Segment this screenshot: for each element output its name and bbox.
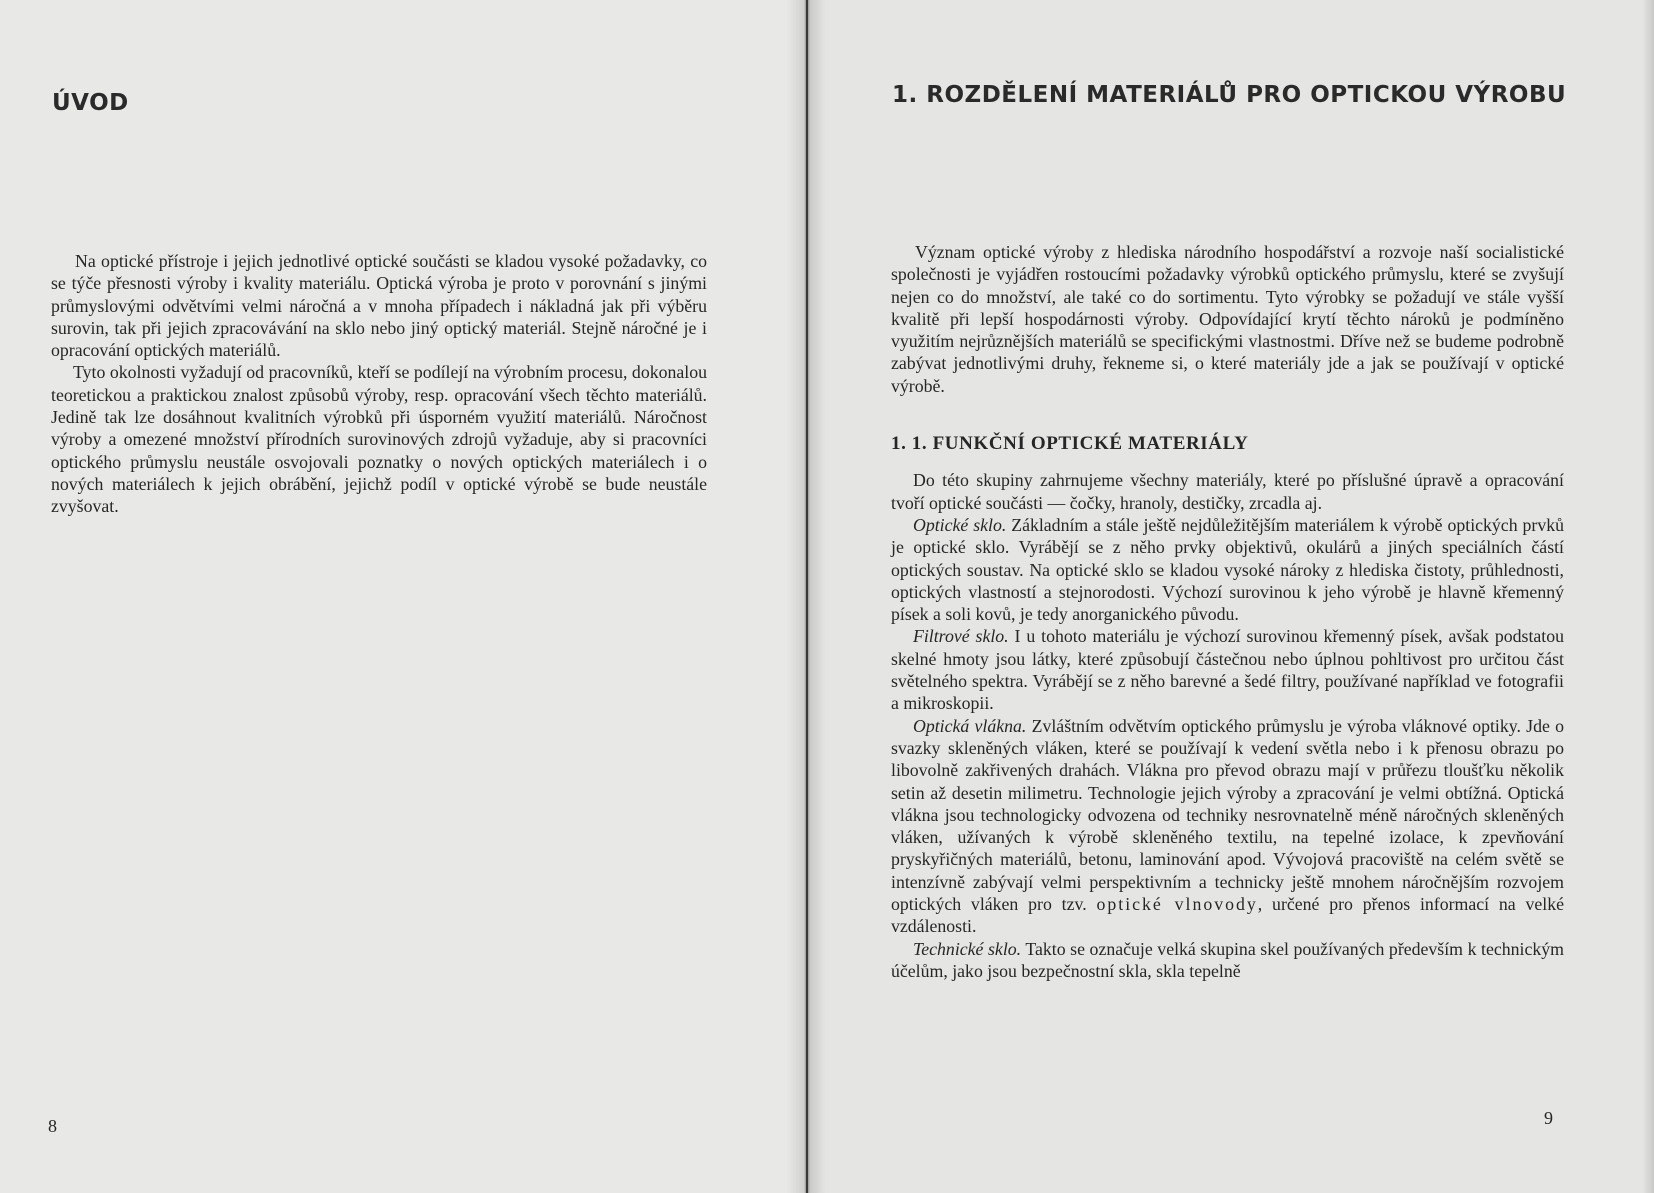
item-text: , určené pro přenos informací na velké vzdálenosti. — [891, 894, 1564, 937]
right-body-text — [891, 241, 1564, 982]
item-paragraph-optical-glass — [891, 514, 1564, 625]
item-term: Filtrové sklo. — [913, 626, 1009, 647]
right-page — [808, 0, 1654, 1193]
left-body-text — [51, 250, 707, 518]
intro-paragraph: Význam optické výroby z hlediska národního hospodářství a rozvoje naší socialistické společnosti je vyjádřen rostoucími požadavky výrobků optického průmyslu, které se zvyšují nejen co do množství, ale také co do sortimentu. Tyto výrobky se požadují ve stále vyšší kvalitě při lepší hospodárnosti výroby. Odpovídající krytí těchto nároků je podmíněno využitím nejrůznějších materiálů se specifickými vlastnostmi. Dříve než se budeme podrobně zabývat jednotlivými druhy, řekneme si, o které materiály jde a jak se používají v optické výrobě. — [891, 242, 1564, 396]
left-paragraph: Na optické přístroje i jejich jednotlivé optické součásti se kladou vysoké požadavky, co se týče přesnosti výroby i kvality materiálu. Optická výroba je proto v porovnání s jinými průmyslovými odvětvími velmi náročná a v mnoha případech i nákladná jak při výběru surovin, tak při jejich zpracovávání na sklo nebo jiný optický materiál. Stejně náročné je i opracování optických materiálů. — [51, 251, 707, 361]
item-paragraph-optical-fibers — [891, 715, 1564, 938]
left-chapter-heading: ÚVOD — [52, 90, 129, 116]
item-term: Technické sklo. — [913, 938, 1022, 959]
book-spine-line — [806, 0, 808, 1193]
item-paragraph-technical-glass — [891, 938, 1564, 983]
right-chapter-heading: 1. ROZDĚLENÍ MATERIÁLŮ PRO OPTICKOU VÝROBU — [892, 82, 1567, 108]
left-page-number: 8 — [48, 1116, 57, 1136]
section-heading: 1. 1. FUNKČNÍ OPTICKÉ MATERIÁLY — [891, 433, 1249, 455]
item-text: Zvláštním odvětvím optického průmyslu je výroba vláknové optiky. Jde o svazky skleněných vláken, které se používají k vedení světla nebo i k přenosu obrazu po libovolně zakřivených drahách. Vlákna pro převod obrazu mají v průřezu tloušťku několik setin až desetin milimetru. Technologie jejich výroby a zpracování je velmi obtížná. Optická vlákna jsou technologicky odvozena od techniky nesrovnatelně méně náročných skleněných vláken, užívaných k výrobě skleněného textilu, na tepelné izolace, k zpevňování pryskyřičných materiálů, betonu, laminování apod. Vývojová pracoviště na celém světě se intenzívně zabývají velmi perspektivním a technicky ještě mnohem náročnějším rozvojem optických vláken pro tzv. — [891, 715, 1565, 915]
item-term: Optické sklo. — [913, 514, 1007, 535]
item-text: Základním a stále ještě nejdůležitějším materiálem k výrobě optických prvků je optické sklo. Vyrábějí se z něho prvky objektivů, okulárů a jiných speciálních částí optických soustav. Na optické sklo se kladou vysoké nároky z hlediska čistoty, průhlednosti, optických vlastností a stejnorodosti. Výchozí surovinou k jeho výrobě je hlavně křemenný písek a soli kovů, je tedy anorganického původu. — [891, 514, 1564, 625]
spaced-term: optické vlnovody — [1096, 894, 1258, 915]
section-intro-paragraph: Do této skupiny zahrnujeme všechny materiály, které po příslušné úpravě a opracování tvoří optické součásti — čočky, hranoly, destičky, zrcadla aj. — [891, 470, 1564, 513]
item-term: Optická vlákna. — [913, 715, 1027, 736]
left-page — [0, 0, 808, 1193]
item-text: I u tohoto materiálu je výchozí surovinou křemenný písek, avšak podstatou skelné hmoty jsou látky, které způsobují částečnou nebo úplnou pohltivost pro určitou část světelného spektra. Vyrábějí se z něho barevné a šedé filtry, používané například ve fotografii a mikroskopii. — [891, 626, 1564, 714]
page-edge-shadow — [1642, 0, 1654, 1193]
right-page-number: 9 — [1544, 1108, 1553, 1128]
item-paragraph-filter-glass — [891, 625, 1564, 714]
left-paragraph: Tyto okolnosti vyžadují od pracovníků, kteří se podílejí na výrobním procesu, dokonalou teoretickou a praktickou znalost způsobů výroby, resp. opracování všech těchto materiálů. Jedině tak lze dosáhnout kvalitních výrobků při úsporném využití materiálů. Náročnost výroby a omezené množství přírodních surovinových zdrojů vyžaduje, aby si pracovníci optického průmyslu neustále osvojovali poznatky o nových optických materiálech i o nových materiálech k jejich obrábění, jejichž podíl v optické výrobě se bude neustále zvyšovat. — [51, 362, 707, 517]
item-text: Takto se označuje velká skupina skel používaných především k technickým účelům, jako jsou bezpečnostní skla, skla tepelně — [891, 938, 1564, 981]
